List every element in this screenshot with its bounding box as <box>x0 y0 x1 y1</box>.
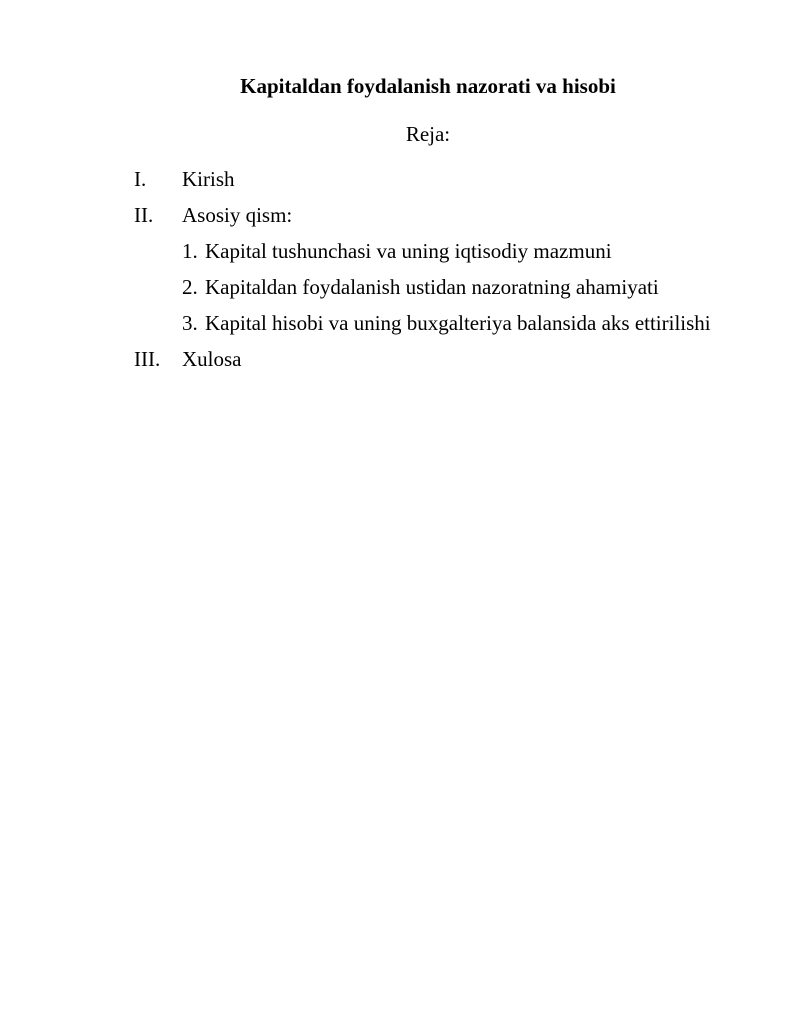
outline-text: Kapitaldan foydalanish ustidan nazoratning ahamiyati <box>205 275 659 299</box>
outline-item-conclusion <box>134 345 754 381</box>
outline-subitem-1 <box>134 237 754 273</box>
outline-text: Kirish <box>182 167 235 191</box>
outline-number: I. <box>134 167 147 191</box>
outline-number: 2. <box>182 275 198 299</box>
outline-number: II. <box>134 203 154 227</box>
outline-text: Xulosa <box>182 347 242 371</box>
outline-text: Kapital hisobi va uning buxgalteriya balansida aks ettirilishi <box>205 311 711 335</box>
plan-heading: Reja: <box>405 122 451 146</box>
outline-number: III. <box>134 347 161 371</box>
plan-outline <box>134 165 754 381</box>
outline-text: Asosiy qism: <box>182 203 293 227</box>
outline-subitem-2 <box>134 273 754 309</box>
document-title: Kapitaldan foydalanish nazorati va hisobi <box>240 74 616 98</box>
outline-item-main-part <box>134 201 754 237</box>
outline-number: 3. <box>182 311 198 335</box>
outline-text: Kapital tushunchasi va uning iqtisodiy mazmuni <box>205 239 612 263</box>
outline-item-introduction <box>134 165 754 201</box>
outline-number: 1. <box>182 239 198 263</box>
outline-subitem-3 <box>134 309 754 345</box>
